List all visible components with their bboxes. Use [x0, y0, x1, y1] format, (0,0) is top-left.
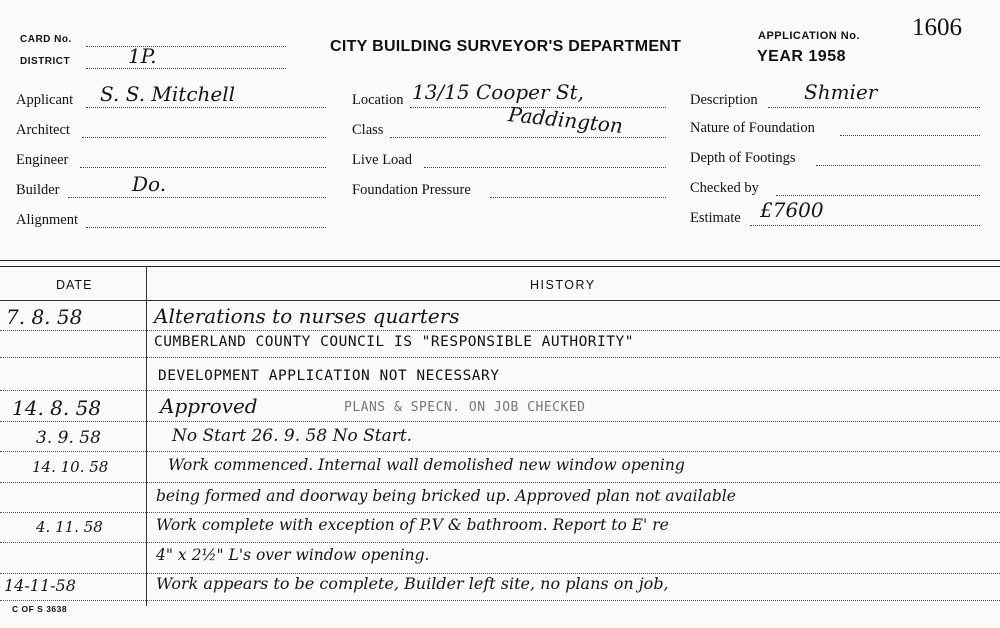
- description-label: Description: [690, 92, 758, 108]
- applicant-value: S. S. Mitchell: [100, 82, 236, 106]
- history-date: 3. 9. 58: [36, 428, 101, 448]
- history-header: HISTORY: [530, 278, 596, 292]
- live-load-line: [424, 167, 666, 168]
- year-label: YEAR 1958: [757, 48, 846, 65]
- card-no-label: CARD No.: [20, 34, 72, 45]
- history-entry: Work appears to be complete, Builder left site, no plans on job,: [156, 574, 669, 593]
- architect-line: [82, 137, 326, 138]
- checked-by-label: Checked by: [690, 180, 759, 196]
- description-value: Shmier: [804, 80, 878, 104]
- district-line: [86, 68, 286, 69]
- location-value-line1: 13/15 Cooper St,: [412, 80, 585, 104]
- date-column-divider: [146, 266, 147, 606]
- estimate-value: £7600: [760, 198, 824, 222]
- row-rule: [0, 357, 1000, 358]
- builder-value: Do.: [132, 172, 167, 196]
- history-date: 14. 8. 58: [12, 396, 102, 420]
- class-line: [390, 137, 666, 138]
- live-load-label: Live Load: [352, 152, 412, 168]
- location-label: Location: [352, 92, 404, 108]
- header-bottom-rule: [0, 300, 1000, 301]
- district-label: DISTRICT: [20, 56, 71, 67]
- depth-of-footings-label: Depth of Footings: [690, 150, 796, 166]
- row-rule: [0, 600, 1000, 601]
- depth-of-footings-line: [816, 165, 980, 166]
- application-number: 1606: [912, 14, 962, 41]
- department-title: CITY BUILDING SURVEYOR'S DEPARTMENT: [330, 38, 682, 55]
- application-no-label: APPLICATION No.: [758, 30, 861, 42]
- history-entry: Alterations to nurses quarters: [154, 304, 460, 328]
- table-top-rule: [0, 260, 1000, 261]
- alignment-label: Alignment: [16, 212, 79, 228]
- applicant-label: Applicant: [16, 92, 74, 108]
- engineer-label: Engineer: [16, 152, 69, 168]
- nature-of-foundation-label: Nature of Foundation: [690, 120, 815, 136]
- foundation-pressure-label: Foundation Pressure: [352, 182, 471, 198]
- checked-by-line: [776, 195, 980, 196]
- foundation-pressure-line: [490, 197, 666, 198]
- estimate-line: [750, 225, 980, 226]
- row-rule: [0, 482, 1000, 483]
- history-date: 4. 11. 58: [36, 518, 103, 536]
- row-rule: [0, 390, 1000, 391]
- history-entry: Work complete with exception of P.V & bathroom. Report to E' re: [156, 516, 669, 534]
- card-no-line: [86, 46, 286, 47]
- history-entry: being formed and doorway being bricked up. Approved plan not available: [156, 487, 736, 505]
- district-value: 1P.: [128, 44, 157, 68]
- class-label: Class: [352, 122, 384, 138]
- alignment-line: [86, 227, 326, 228]
- history-entry: Work commenced. Internal wall demolished new window opening: [168, 456, 685, 474]
- history-stamp: CUMBERLAND COUNTY COUNCIL IS "RESPONSIBLE AUTHORITY": [154, 334, 634, 350]
- row-rule: [0, 542, 1000, 543]
- form-code: C OF S 3638: [12, 604, 68, 614]
- history-date: 14. 10. 58: [32, 458, 109, 476]
- architect-label: Architect: [16, 122, 70, 138]
- builder-label: Builder: [16, 182, 60, 198]
- location-value-line2: Paddington: [507, 102, 625, 138]
- history-stamp: DEVELOPMENT APPLICATION NOT NECESSARY: [158, 368, 500, 384]
- estimate-label: Estimate: [690, 210, 741, 226]
- history-stamp-faded: PLANS & SPECN. ON JOB CHECKED: [344, 400, 586, 415]
- row-rule: [0, 330, 1000, 331]
- builder-line: [68, 197, 326, 198]
- history-date: 14-11-58: [4, 576, 76, 595]
- history-entry: Approved: [160, 394, 258, 418]
- table-top-rule-2: [0, 266, 1000, 267]
- date-header: DATE: [56, 278, 93, 292]
- history-entry: No Start 26. 9. 58 No Start.: [172, 426, 413, 446]
- engineer-line: [80, 167, 326, 168]
- applicant-line: [86, 107, 326, 108]
- row-rule: [0, 451, 1000, 452]
- description-line: [768, 107, 980, 108]
- history-date: 7. 8. 58: [6, 305, 83, 329]
- history-entry: 4" x 2½" L's over window opening.: [156, 546, 430, 564]
- row-rule: [0, 421, 1000, 422]
- row-rule: [0, 512, 1000, 513]
- nature-of-foundation-line: [840, 135, 980, 136]
